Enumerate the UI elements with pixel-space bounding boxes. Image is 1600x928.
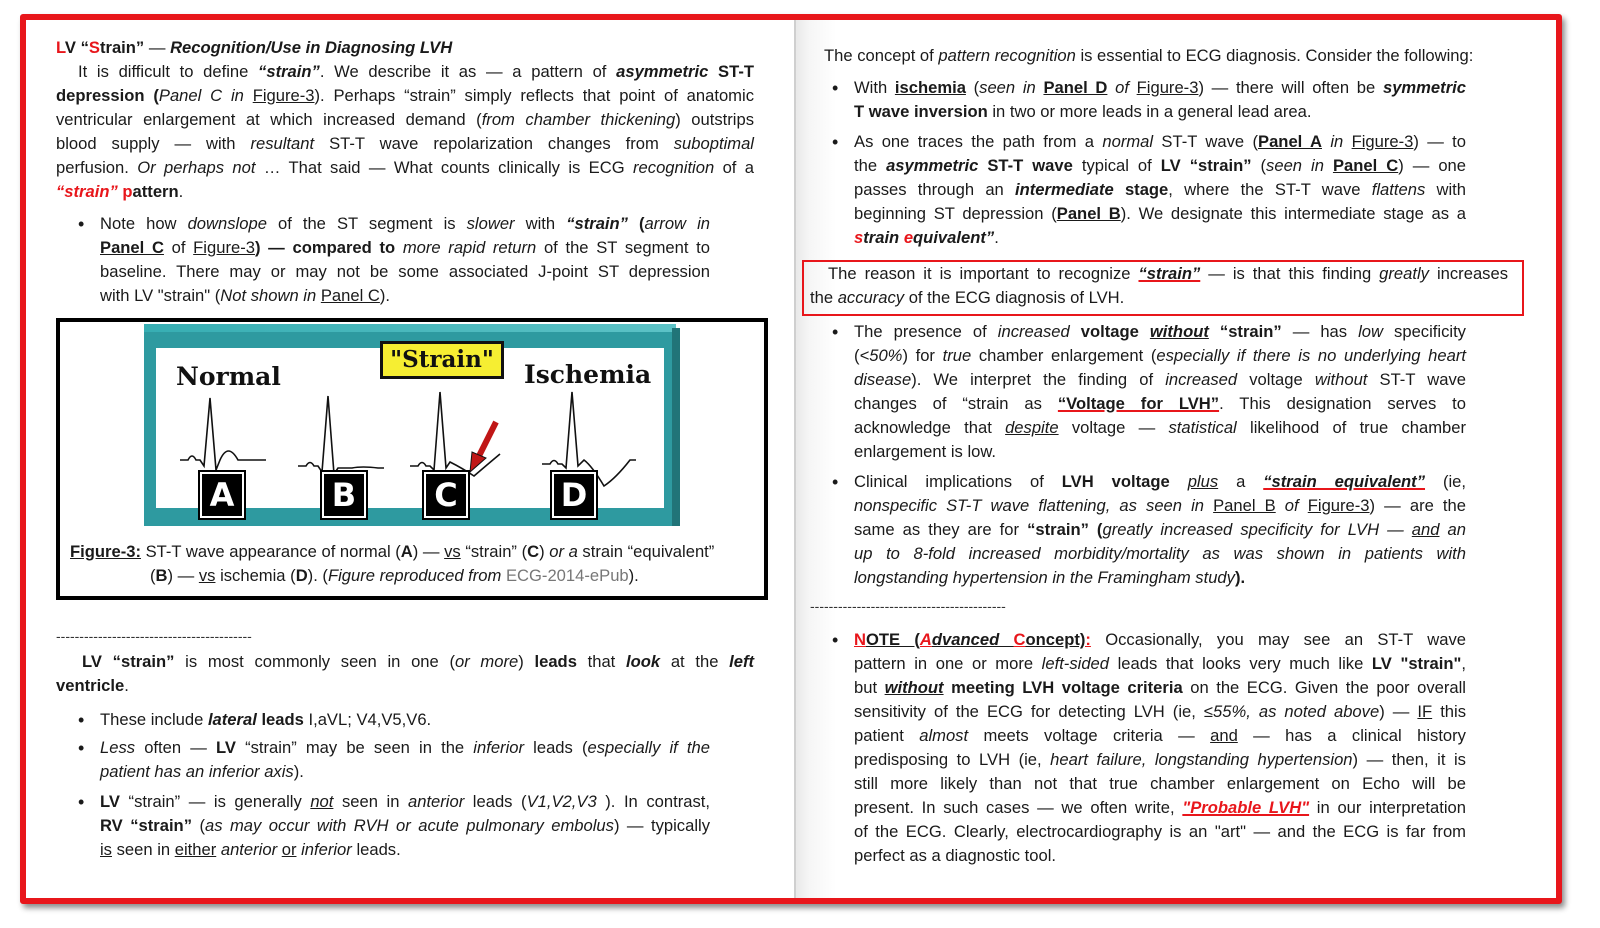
bullet-line: As one traces the path from a normal ST-T wave (Panel A in Figure-3) — to	[854, 132, 1467, 151]
bullet-line: passes through an intermediate stage, where the ST-T wave flattens with	[854, 180, 1466, 199]
paragraph-line: It is difficult to define “strain”. We describe it as — a pattern of asymmetric ST-T	[78, 62, 754, 81]
bullet-glyph: •	[78, 214, 85, 234]
panel-letter-b: B	[322, 472, 366, 518]
paragraph-line: “strain” pattern.	[56, 182, 184, 201]
paragraph-line: blood supply — with resultant ST-T wave repolarization changes from suboptimal	[56, 134, 754, 153]
figure-3-link[interactable]: Figure-3	[193, 238, 255, 257]
highlight-line: The reason it is important to recognize “strain” — is that this finding greatly increases	[828, 264, 1508, 283]
bullet-line: (<50%) for true chamber enlargement (especially if there is no underlying heart	[854, 346, 1466, 365]
figure-3	[56, 318, 768, 600]
waveform-strain-equivalent	[298, 396, 384, 474]
label-strain: "Strain"	[380, 341, 504, 379]
ecg-epub-link[interactable]: ECG-2014-ePub	[505, 566, 629, 585]
paragraph-line: perfusion. Or perhaps not … That said — What counts clinically is ECG recognition of a	[56, 158, 755, 177]
bullet-line: beginning ST depression (Panel B). We designate this intermediate stage as a	[854, 204, 1466, 223]
bullet-glyph: •	[832, 472, 839, 492]
paragraph-line: depression (Panel C in Figure-3). Perhaps “strain” simply reflects that point of anatomic	[56, 86, 754, 105]
bullet-line: These include lateral leads I,aVL; V4,V5,V6.	[100, 710, 432, 729]
note-line: of the ECG. Clearly, electrocardiography is an "art" — and the ECG is far from	[854, 822, 1466, 841]
label-ischemia: Ischemia	[524, 360, 652, 389]
waveform-normal	[180, 398, 266, 470]
figure-caption: Figure-3: ST-T wave appearance of normal (A) — vs “strain” (C) or a strain “equivalent”	[70, 542, 715, 561]
note-line: NOTE (Advanced Concept): Occasionally, you may see an ST-T wave	[854, 630, 1467, 649]
bullet-line: strain equivalent”.	[854, 228, 999, 247]
document-frame	[20, 14, 1562, 904]
bullet-glyph: •	[832, 322, 839, 342]
waveform-strain	[410, 392, 500, 476]
bullet-line: baseline. There may or may not be some associated J-point ST depression	[100, 262, 710, 281]
note-line: predisposing to LVH (ie, heart failure, longstanding hypertension) — then, it is	[854, 750, 1466, 769]
panel-letter-d: D	[552, 472, 596, 518]
note-line: pattern in one or more left-sided leads that looks very much like LV "strain",	[854, 654, 1466, 673]
figure-caption: (B) — vs ischemia (D). (Figure reproduced from ECG-2014-ePub).	[150, 566, 639, 585]
bullet-line: patient has an inferior axis).	[100, 762, 304, 781]
bullet-line: Panel C of Figure-3) — compared to more rapid return of the ST segment to	[100, 238, 710, 257]
note-line: still more likely than not that true chamber enlargement on Echo will be	[854, 774, 1466, 793]
divider-dashes: ------------------------------------------	[810, 598, 1006, 614]
section-title: LV “Strain” — Recognition/Use in Diagnosing LVH	[56, 38, 453, 57]
bullet-line: with LV "strain" (Not shown in Panel C).	[100, 286, 391, 305]
bullet-glyph: •	[78, 738, 85, 758]
bullet-glyph: •	[832, 132, 839, 152]
bullet-line: Less often — LV “strain” may be seen in the inferior leads (especially if the	[100, 738, 710, 757]
bullet-glyph: •	[78, 710, 85, 730]
figure-panel-side-edge	[672, 328, 680, 526]
panel-letter-c: C	[424, 472, 468, 518]
note-line: patient almost meets voltage criteria — and — has a clinical history	[854, 726, 1466, 745]
note-line: perfect as a diagnostic tool.	[854, 846, 1057, 865]
highlight-line: the accuracy of the ECG diagnosis of LVH.	[810, 288, 1125, 307]
figure-3-link[interactable]: Figure-3	[252, 86, 315, 105]
bullet-line: the asymmetric ST-T wave typical of LV “strain” (seen in Panel C) — one	[854, 156, 1467, 175]
bullet-glyph: •	[832, 630, 839, 650]
bullet-line: The presence of increased voltage without “strain” — has low specificity	[854, 322, 1466, 341]
panel-letter-a: A	[200, 472, 244, 518]
divider-dashes: ------------------------------------------	[56, 628, 252, 644]
bullet-line: changes of “strain as “Voltage for LVH”. This designation serves to	[854, 394, 1466, 413]
note-line: present. In such cases — we often write, "Probable LVH" in our interpretation	[854, 798, 1466, 817]
bullet-line: RV “strain” (as may occur with RVH or acute pulmonary embolus) — typically	[100, 816, 710, 835]
bullet-line: disease). We interpret the finding of increased voltage without ST-T wave	[854, 370, 1466, 389]
bullet-line: LV “strain” — is generally not seen in anterior leads (V1,V2,V3 ). In contrast,	[100, 792, 710, 811]
bullet-line: Note how downslope of the ST segment is slower with “strain” (arrow in	[100, 214, 710, 233]
note-line: sensitivity of the ECG for detecting LVH (ie, ≤55%, as noted above) — IF this	[854, 702, 1467, 721]
bullet-line: same as they are for “strain” (greatly increased specificity for LVH — and an	[854, 520, 1466, 539]
label-normal: Normal	[176, 362, 281, 391]
paragraph-line: ventricular enlargement at which increased demand (from chamber thickening) outstrips	[56, 110, 754, 129]
paragraph-line: The concept of pattern recognition is essential to ECG diagnosis. Consider the following:	[824, 46, 1474, 65]
left-page	[26, 20, 796, 898]
bullet-line: T wave inversion in two or more leads in a general lead area.	[854, 102, 1312, 121]
bullet-line: With ischemia (seen in Panel D of Figure-3) — there will often be symmetric	[854, 78, 1466, 97]
paragraph-line: ventricle.	[56, 676, 129, 695]
bullet-line: up to 8-fold increased morbidity/mortality as was shown in patients with	[854, 544, 1466, 563]
paragraph-line: LV “strain” is most commonly seen in one (or more) leads that look at the left	[82, 652, 755, 671]
strain-arrow-icon	[470, 422, 496, 472]
bullet-line: nonspecific ST-T wave flattening, as seen in Panel B of Figure-3) — are the	[854, 496, 1466, 515]
bullet-line: acknowledge that despite voltage — statistical likelihood of true chamber	[854, 418, 1466, 437]
note-line: but without meeting LVH voltage criteria on the ECG. Given the poor overall	[854, 678, 1466, 697]
bullet-line: is seen in either anterior or inferior leads.	[100, 840, 401, 859]
bullet-glyph: •	[832, 78, 839, 98]
bullet-line: longstanding hypertension in the Framingham study).	[854, 568, 1246, 587]
bullet-glyph: •	[78, 792, 85, 812]
bullet-line: Clinical implications of LVH voltage plus a “strain equivalent” (ie,	[854, 472, 1466, 491]
bullet-line: enlargement is low.	[854, 442, 997, 461]
